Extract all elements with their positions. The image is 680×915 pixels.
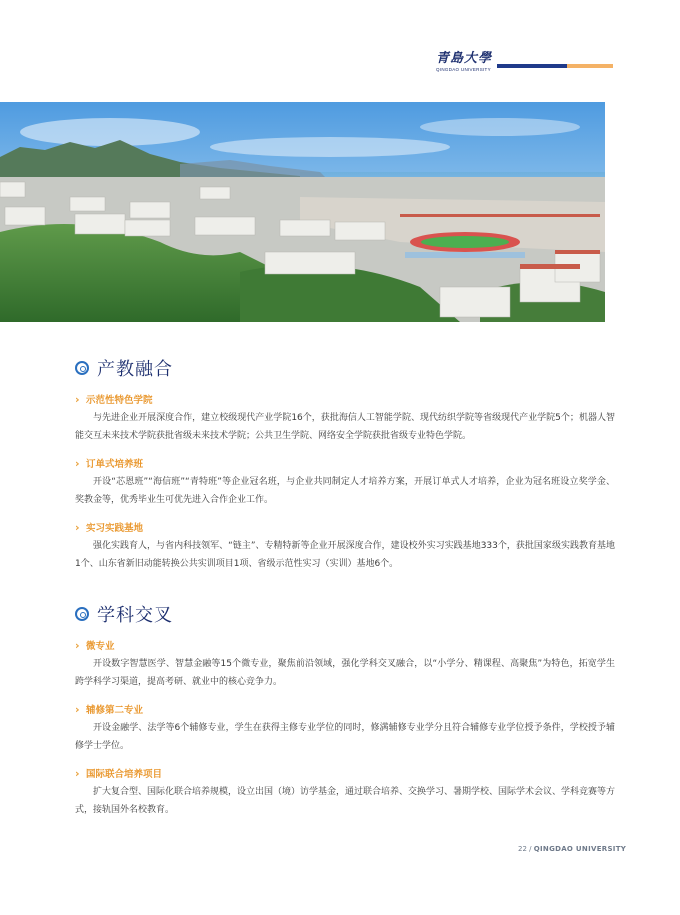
- logo-english-name: QINGDAO UNIVERSITY: [436, 67, 491, 72]
- subsection-text: 开设“芯恩班”“海信班”“青特班”等企业冠名班，与企业共同制定人才培养方案，开展订单式人才培养，企业为冠名班设立奖学金、奖教金等，优秀毕业生可优先进入合作企业工作。: [75, 477, 615, 505]
- subsection-title: 示范性特色学院: [86, 395, 153, 406]
- university-logo: [436, 52, 494, 72]
- subsection-title: 实习实践基地: [86, 523, 144, 534]
- header-bar-blue: [497, 64, 567, 68]
- subsection-text: 扩大复合型、国际化联合培养规模，设立出国（境）访学基金，通过联合培养、交换学习、暑期学校、国际学术会议、学科竞赛等方式，接轨国外名校教育。: [75, 787, 616, 815]
- header-bar-orange: [567, 64, 613, 68]
- bullseye-icon: [75, 361, 89, 375]
- bullseye-icon: [75, 607, 89, 621]
- section-title-row: [75, 355, 615, 381]
- section-title: 产教融合: [97, 359, 173, 380]
- subsection-item: [75, 637, 615, 691]
- subsection-item: [75, 765, 615, 819]
- page-number: 22: [518, 845, 527, 853]
- subsection-item: [75, 391, 615, 445]
- subsection-text: 与先进企业开展深度合作，建立校级现代产业学院16个，获批海信人工智能学院、现代纺织学院等省级现代产业学院5个；机器人智能交互未来技术学院获批省级未来技术学院；公共卫生学院、网络安全学院获批省级专业特色学院。: [75, 413, 615, 441]
- section-industry-education: [75, 355, 615, 573]
- chevron-right-icon: ›: [75, 520, 80, 534]
- footer-separator: /: [529, 845, 532, 853]
- subsection-title: 微专业: [86, 641, 115, 652]
- chevron-right-icon: ›: [75, 638, 80, 652]
- logo-chinese-name: 青島大學: [436, 51, 493, 66]
- chevron-right-icon: ›: [75, 766, 80, 780]
- subsection-title: 辅修第二专业: [86, 705, 144, 716]
- subsection-text: 开设数字智慧医学、智慧金融等15个微专业，聚焦前沿领域，强化学科交叉融合，以“小学分、精课程、高聚焦”为特色，拓宽学生跨学科学习渠道，提高考研、就业中的核心竞争力。: [75, 659, 615, 687]
- section-title: 学科交叉: [97, 605, 173, 626]
- subsection-item: [75, 519, 615, 573]
- subsection-item: [75, 455, 615, 509]
- subsection-title: 国际联合培养项目: [86, 769, 163, 780]
- section-interdisciplinary: [75, 601, 615, 819]
- chevron-right-icon: ›: [75, 392, 80, 406]
- subsection-title: 订单式培养班: [86, 459, 144, 470]
- campus-aerial-photo: [0, 102, 605, 322]
- subsection-item: [75, 701, 615, 755]
- chevron-right-icon: ›: [75, 702, 80, 716]
- subsection-text: 开设金融学、法学等6个辅修专业，学生在获得主修专业学位的同时，修满辅修专业学分且符合辅修专业学位授予条件，学校授予辅修学士学位。: [75, 723, 615, 751]
- chevron-right-icon: ›: [75, 456, 80, 470]
- subsection-text: 强化实践育人，与省内科技领军、“链主”、专精特新等企业开展深度合作，建设校外实习实践基地333个，获批国家级实践教育基地1个、山东省新旧动能转换公共实训项目1项、省级示范性实习（实训）基地6个。: [75, 541, 615, 569]
- page-footer: [518, 845, 626, 853]
- section-title-row: [75, 601, 615, 627]
- footer-university: QINGDAO UNIVERSITY: [533, 845, 627, 853]
